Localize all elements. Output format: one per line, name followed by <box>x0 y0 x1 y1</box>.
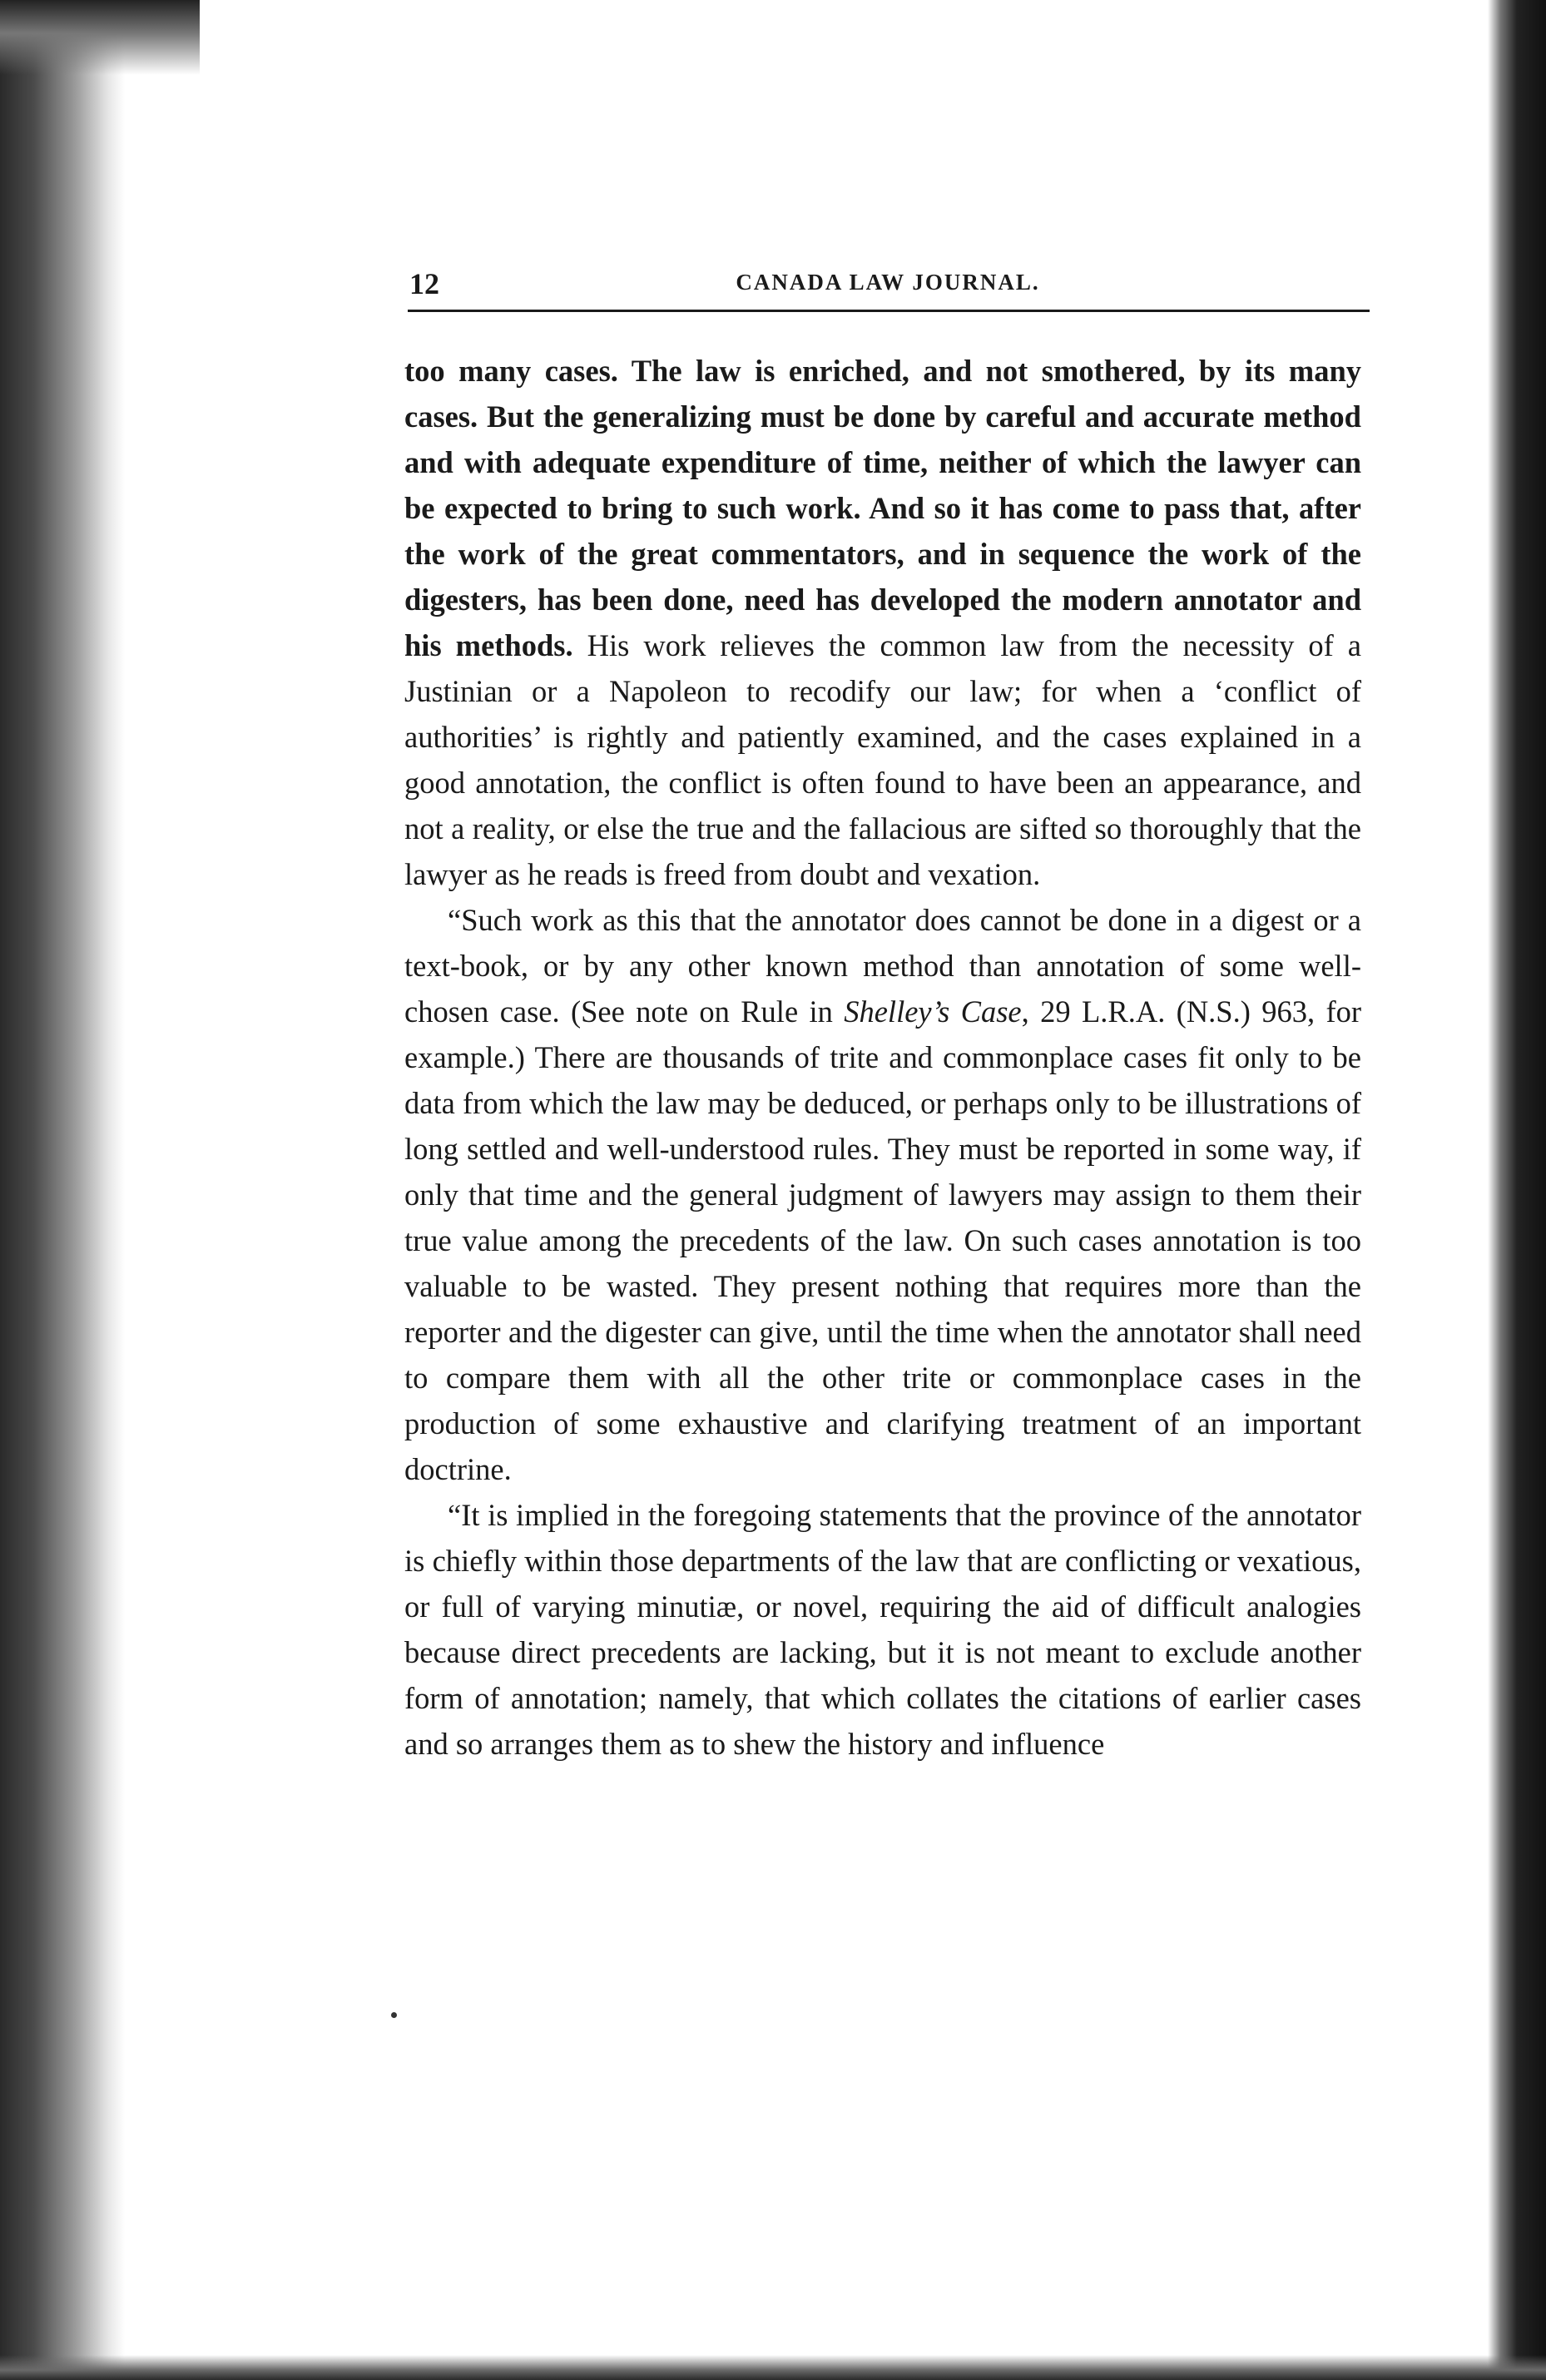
running-title: CANADA LAW JOURNAL. <box>736 270 1040 295</box>
paragraph-1 <box>404 348 1361 897</box>
paragraph-3: “It is implied in the foregoing statements that the province of the annotator is chiefly within those departments of the law that are conflicting or vexatious, or full of varying minutiæ, or novel, requiring the aid of difficult analogies because direct precedents are lacking, but it is not meant to exclude another form of annotation; namely, that which collates the citations of earlier cases and so arranges them as to shew the history and influence <box>404 1498 1361 1761</box>
scan-edge-left <box>0 0 125 2380</box>
paragraph-2-before: “Such work as this that the annotator does cannot be done in a digest or a text-book, or by any other known method than annotation of some well-chosen case. (See note on Rule in <box>404 903 1361 1029</box>
paragraph-1-lead: too many cases. The law is enriched, and not smothered, by its many cases. But the generalizing must be done by careful and accurate method and with adequate expenditure of time, neither of which the lawyer can be expected to bring to such work. And so it has come to pass that, after the work of the great commentators, and in sequence the work of the digesters, has been done, need has developed the modern annotator and his methods. <box>404 354 1361 662</box>
paragraph-2-after: , 29 L.R.A. (N.S.) 963, for example.) There are thousands of trite and commonplace cases fit only to be data from which the law may be deduced, or perhaps only to be illustrations of long settled and well-understood rules. They must be reported in some way, if only that time and the general judgment of lawyers may assign to them their true value among the precedents of the law. On such cases annotation is too valuable to be wasted. They present nothing that requires more than the reporter and the digester can give, until the time when the annotator shall need to compare them with all the other trite or commonplace cases in the production of some exhaustive and clarifying treatment of an important doctrine. <box>404 994 1362 1486</box>
header-rule <box>408 310 1370 312</box>
case-name: Shelley’s Case <box>844 994 1022 1029</box>
scan-edge-right <box>1488 0 1546 2380</box>
paragraph-2 <box>404 897 1361 1492</box>
page-number: 12 <box>409 267 439 300</box>
scan-edge-top-left <box>0 0 200 75</box>
body-text <box>404 348 1361 1767</box>
scan-speck <box>391 2012 397 2018</box>
paragraph-1-rest: His work relieves the common law from the necessity of a Justinian or a Napoleon to recodify our law; for when a ‘conflict of authorities’ is rightly and patiently examined, and the cases explained in a good annotation, the conflict is often found to have been an appearance, and not a reality, or else the true and the fallacious are sifted so thoroughly that the lawyer as he reads is freed from doubt and vexation. <box>404 628 1361 891</box>
page-header <box>409 265 1366 310</box>
scan-edge-bottom <box>0 2355 1546 2380</box>
